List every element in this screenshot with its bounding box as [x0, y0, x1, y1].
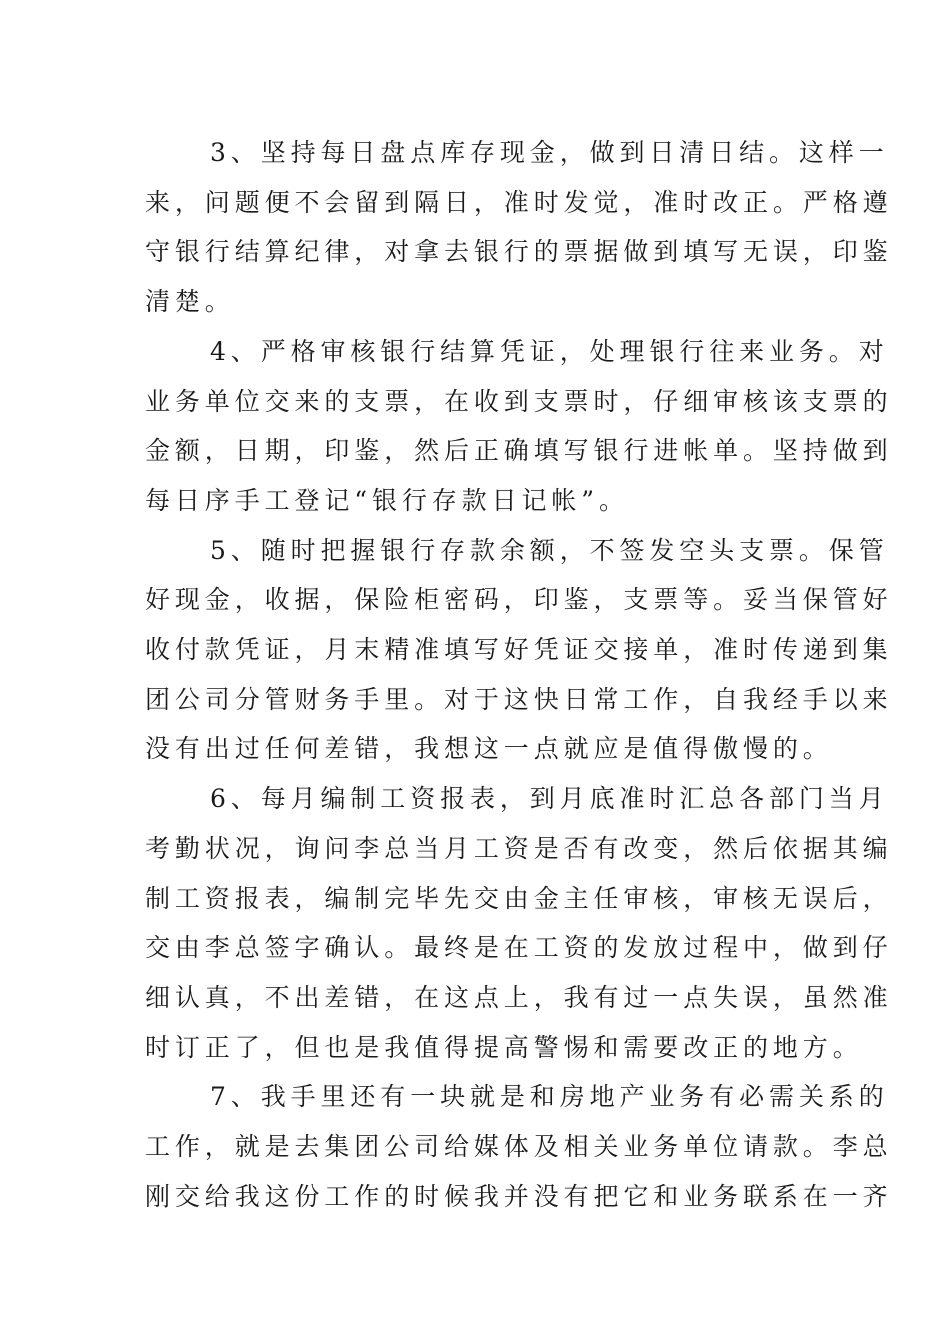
text-line: 制工资报表，编制完毕先交由金主任审核，审核无误后，: [145, 883, 893, 913]
text-line: 业务单位交来的支票，在收到支票时，仔细审核该支票的: [145, 386, 893, 416]
text-line: 考勤状况，询问李总当月工资是否有改变，然后依据其编: [145, 833, 893, 863]
paragraph-6: [145, 774, 893, 1072]
text-line: 金额，日期，印鉴，然后正确填写银行进帐单。坚持做到: [145, 436, 893, 466]
text-line: 每日序手工登记“银行存款日记帐”。: [145, 485, 629, 515]
document-body: [145, 128, 893, 1221]
text-line: 4、严格审核银行结算凭证，处理银行往来业务。对: [210, 336, 889, 366]
text-line: 收付款凭证，月末精准填写好凭证交接单，准时传递到集: [145, 635, 893, 665]
text-line: 5、随时把握银行存款余额，不签发空头支票。保管: [210, 535, 889, 565]
paragraph-5: [145, 526, 893, 775]
text-line: 好现金，收据，保险柜密码，印鉴，支票等。妥当保管好: [145, 585, 893, 615]
paragraph-3: [145, 128, 893, 327]
text-line: 时订正了，但也是我值得提高警惕和需要改正的地方。: [145, 1032, 863, 1062]
paragraph-4: [145, 327, 893, 526]
text-line: 清楚。: [145, 287, 235, 317]
text-line: 3、坚持每日盘点库存现金，做到日清日结。这样一: [210, 138, 889, 167]
text-line: 来，问题便不会留到隔日，准时发觉，准时改正。严格遵: [145, 187, 893, 217]
text-line: 交由李总签字确认。最终是在工资的发放过程中，做到仔: [145, 933, 893, 963]
text-line: 工作，就是去集团公司给媒体及相关业务单位请款。李总: [145, 1132, 893, 1162]
text-line: 6、每月编制工资报表，到月底准时汇总各部门当月: [210, 784, 889, 814]
text-line: 细认真，不出差错，在这点上，我有过一点失误，虽然准: [145, 982, 893, 1012]
text-line: 7、我手里还有一块就是和房地产业务有必需关系的: [210, 1082, 889, 1112]
text-line: 守银行结算纪律，对拿去银行的票据做到填写无误，印鉴: [145, 237, 893, 267]
paragraph-7: [145, 1072, 893, 1221]
text-line: 刚交给我这份工作的时候我并没有把它和业务联系在一齐: [145, 1181, 893, 1211]
text-line: 团公司分管财务手里。对于这快日常工作，自我经手以来: [145, 684, 893, 714]
text-line: 没有出过任何差错，我想这一点就应是值得傲慢的。: [145, 734, 833, 764]
